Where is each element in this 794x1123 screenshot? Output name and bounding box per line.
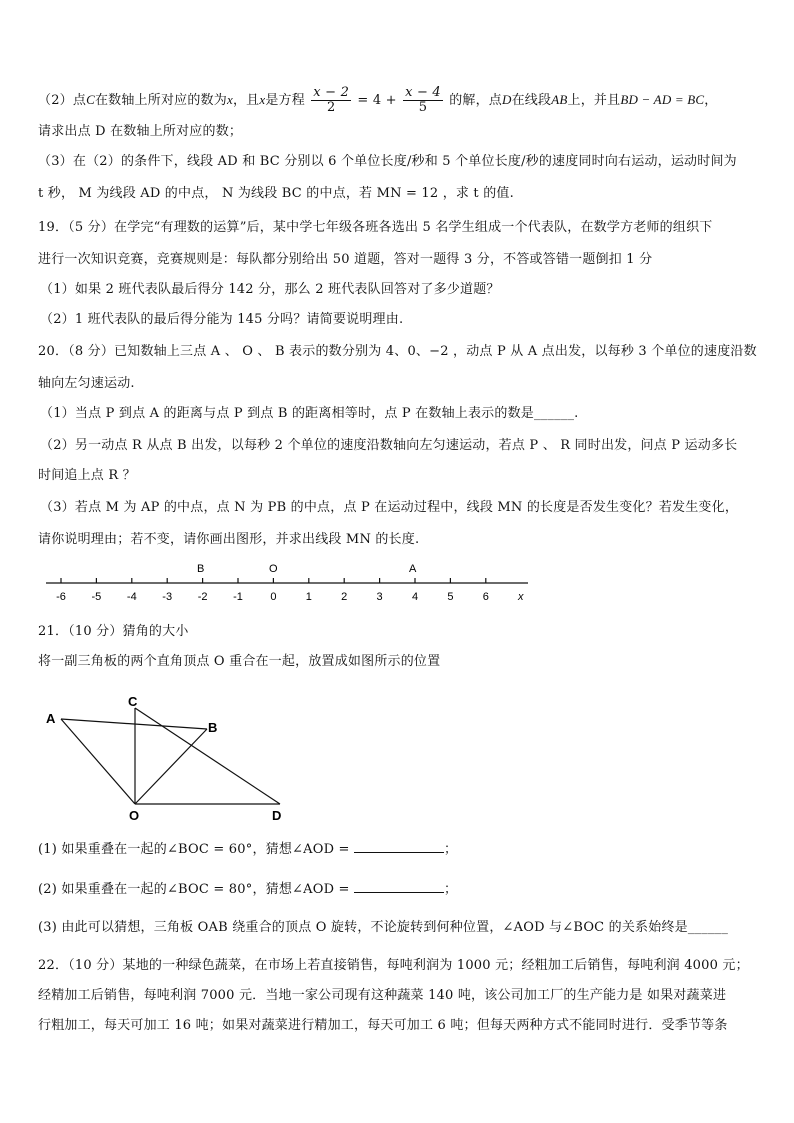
text: 是方程: [265, 93, 305, 108]
text: （2）点: [38, 93, 87, 108]
q22-line1: 22．（10 分）某地的一种绿色蔬菜，在市场上若直接销售，每吨利润为 1000 元；经粗加工后销售，每吨利润 4000 元；: [38, 958, 749, 973]
fraction-2: [403, 86, 443, 115]
q21-title: 21．（10 分）猜角的大小: [38, 624, 189, 639]
q22-line3: 行粗加工，每天可加工 16 吨；如果对蔬菜进行精加工，每天可加工 6 吨；但每天两种方式不能同时进行．受季节等条: [38, 1018, 728, 1033]
fraction-numerator: x − 2: [313, 85, 350, 100]
answer-blank[interactable]: [354, 838, 444, 853]
text: 的解，点: [449, 93, 502, 108]
point-A-label: A: [409, 563, 417, 575]
tick-label: -1: [233, 591, 243, 603]
q22-line2: 经精加工后销售，每吨利润 7000 元．当地一家公司现有这种蔬菜 140 吨，该公司加工厂的生产能力是 如果对蔬菜进: [38, 988, 727, 1003]
point-D-label: D: [272, 808, 282, 823]
var-D: D: [502, 92, 512, 107]
fraction-1: [311, 86, 351, 115]
equation-middle: = 4 +: [357, 93, 397, 108]
fraction-denominator: 2: [326, 100, 336, 115]
text: ，: [704, 93, 718, 108]
q21-intro: 将一副三角板的两个直角顶点 O 重合在一起，放置成如图所示的位置: [38, 654, 441, 669]
text: 上，并且: [567, 93, 621, 108]
q18-part2-line2: 请求出点 D 在数轴上所对应的数；: [38, 124, 243, 139]
var-x: x: [259, 92, 266, 107]
text: (1) 如果重叠在一起的∠BOC = 60°，猜想∠AOD =: [38, 842, 350, 857]
tick-label: -3: [162, 591, 173, 603]
segment-A-O: [61, 719, 135, 804]
tick-label: 1: [305, 591, 312, 603]
q18-part2-line1: [38, 86, 758, 115]
segment-A-B: [61, 719, 207, 729]
triangle-rulers-figure: [40, 690, 300, 824]
var-AB: AB: [551, 92, 568, 107]
q20-line1: 20．（8 分）已知数轴上三点 A 、 O 、 B 表示的数分别为 4、0、−2 ，动点 P 从 A 点出发，以每秒 3 个单位的速度沿数: [38, 344, 757, 359]
q20-part3-line2: 请你说明理由；若不变，请你画出图形，并求出线段 MN 的长度.: [38, 532, 420, 547]
condition-equation: BD − AD = BC: [620, 92, 705, 107]
text: 在线段: [511, 93, 552, 108]
text: 在数轴上所对应的数为: [94, 93, 227, 108]
tick-label: 3: [376, 591, 383, 603]
fraction-denominator: 5: [418, 100, 428, 115]
q19-part2: （2）1 班代表队的最后得分能为 145 分吗？请简要说明理由.: [40, 312, 404, 327]
var-x: x: [226, 92, 233, 107]
tick-label: -5: [91, 591, 102, 603]
q20-part1: （1）当点 P 到点 A 的距离与点 P 到点 B 的距离相等时，点 P 在数轴上表示的数是______.: [40, 406, 579, 421]
point-A-label: A: [46, 711, 56, 726]
point-B-label: B: [197, 563, 205, 575]
point-C-label: C: [128, 694, 138, 709]
tick-label: -6: [56, 591, 66, 603]
fraction-numerator: x − 4: [405, 85, 441, 100]
point-O-label: O: [129, 808, 140, 823]
tick-label: 4: [411, 591, 419, 603]
text: ，且: [232, 93, 260, 108]
point-B-label: B: [208, 720, 218, 735]
point-O-label: O: [269, 563, 278, 575]
q18-part3-line1: （3）在（2）的条件下，线段 AD 和 BC 分别以 6 个单位长度/秒和 5 个单位长度/秒的速度同时向右运动，运动时间为: [38, 154, 737, 169]
tick-label: -2: [197, 591, 208, 603]
q19-line1: 19．（5 分）在学完“有理数的运算”后，某中学七年级各班各选出 5 名学生组成一个代表队，在数学方老师的组织下: [38, 220, 713, 235]
q19-line2: 进行一次知识竞赛，竞赛规则是：每队都分别给出 50 道题，答对一题得 3 分，不答或答错一题倒扣 1 分: [38, 252, 653, 267]
q20-part2-line1: （2）另一动点 R 从点 B 出发，以每秒 2 个单位的速度沿数轴向左匀速运动，若点 P 、 R 同时出发，问点 P 运动多长: [40, 438, 738, 453]
text: ；: [443, 842, 458, 857]
answer-blank[interactable]: [354, 878, 444, 893]
number-line-figure: [40, 556, 540, 612]
var-C: C: [86, 92, 95, 107]
q20-part2-line2: 时间追上点 R ？: [38, 468, 136, 483]
text: ；: [443, 882, 458, 897]
q21-part2: [38, 878, 758, 900]
segment-O-B: [135, 729, 207, 804]
tick-label: -4: [126, 591, 137, 603]
q18-part3-line2: t 秒， M 为线段 AD 的中点， N 为线段 BC 的中点，若 MN = 12 ，求 t 的值.: [38, 186, 514, 201]
q21-part3: (3) 由此可以猜想，三角板 OAB 绕重合的顶点 O 旋转，不论旋转到何种位置，∠AOD 与∠BOC 的关系始终是______: [38, 920, 729, 935]
q20-line2: 轴向左匀速运动.: [38, 376, 135, 391]
text: (2) 如果重叠在一起的∠BOC = 80°，猜想∠AOD =: [38, 882, 350, 897]
q19-part1: （1）如果 2 班代表队最后得分 142 分，那么 2 班代表队回答对了多少道题？: [40, 282, 500, 297]
q21-part1: [38, 838, 758, 860]
number-line-x-label: x: [518, 591, 524, 603]
tick-label: 6: [482, 591, 489, 603]
q20-part3-line1: （3）若点 M 为 AP 的中点，点 N 为 PB 的中点，点 P 在运动过程中，线段 MN 的长度是否发生变化？若发生变化，: [40, 500, 739, 515]
tick-label: 5: [447, 591, 454, 603]
tick-label: 0: [270, 591, 277, 603]
number-line-ticks: [56, 578, 489, 603]
tick-label: 2: [341, 591, 348, 603]
